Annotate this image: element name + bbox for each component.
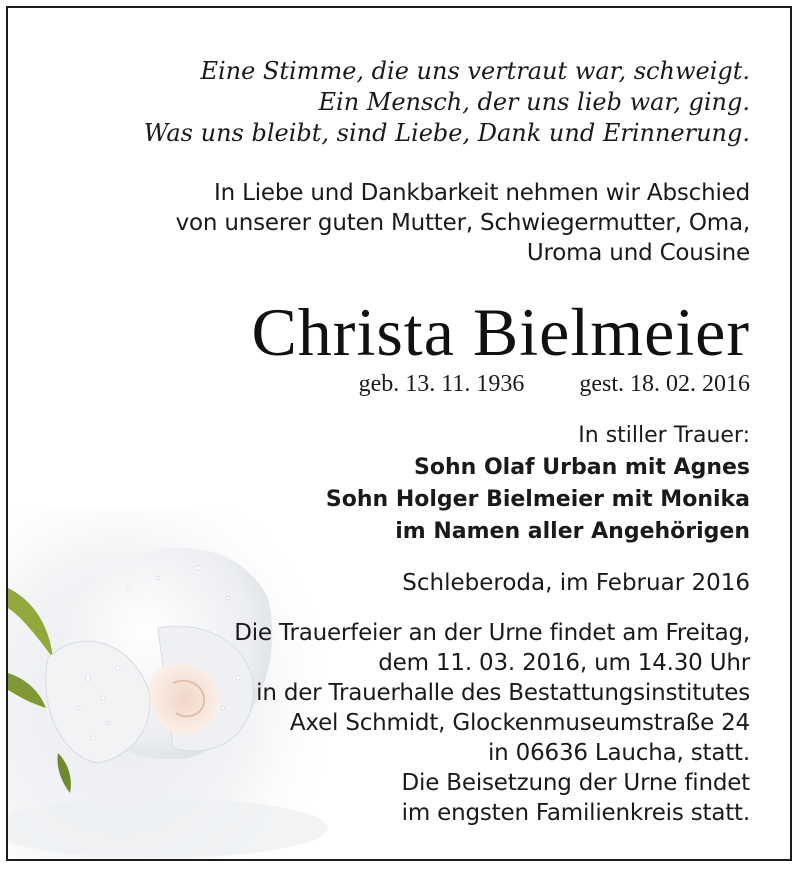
birth-date: geb. 13. 11. 1936 (358, 371, 525, 397)
intro-line: von unserer guten Mutter, Schwiegermutter, Oma, (175, 210, 750, 236)
farewell-intro (176, 178, 750, 268)
ceremony-line: im engsten Familienkreis statt. (401, 800, 750, 826)
place-and-date: Schleberoda, im Februar 2016 (402, 570, 750, 596)
ceremony-line: Die Trauerfeier an der Urne findet am Freitag, (234, 620, 750, 646)
obituary-card (6, 6, 792, 861)
mourner-line: im Namen aller Angehörigen (395, 519, 750, 544)
intro-line: In Liebe und Dankbarkeit nehmen wir Abschied (214, 180, 750, 206)
ceremony-line: dem 11. 03. 2016, um 14.30 Uhr (378, 650, 750, 676)
mourners-heading: In stiller Trauer: (578, 423, 750, 448)
ceremony-line: in der Trauerhalle des Bestattungsinstitutes (256, 680, 750, 706)
ceremony-line: Die Beisetzung der Urne findet (401, 770, 750, 796)
ceremony-line: in 06636 Laucha, statt. (487, 740, 750, 766)
mourner-line: Sohn Olaf Urban mit Agnes (414, 455, 750, 480)
mourner-line: Sohn Holger Bielmeier mit Monika (325, 487, 750, 512)
deceased-name: Christa Bielmeier (251, 294, 750, 370)
mourners-block (326, 420, 750, 548)
poem-verse (144, 56, 750, 149)
poem-line: Eine Stimme, die uns vertraut war, schweigt. (200, 57, 750, 85)
life-dates (359, 371, 750, 398)
ceremony-details (234, 618, 750, 828)
ceremony-line: Axel Schmidt, Glockenmuseumstraße 24 (289, 710, 750, 736)
death-date: gest. 18. 02. 2016 (579, 371, 750, 397)
poem-line: Ein Mensch, der uns lieb war, ging. (318, 88, 750, 116)
intro-line: Uroma und Cousine (526, 240, 750, 266)
poem-line: Was uns bleibt, sind Liebe, Dank und Erinnerung. (143, 119, 750, 147)
